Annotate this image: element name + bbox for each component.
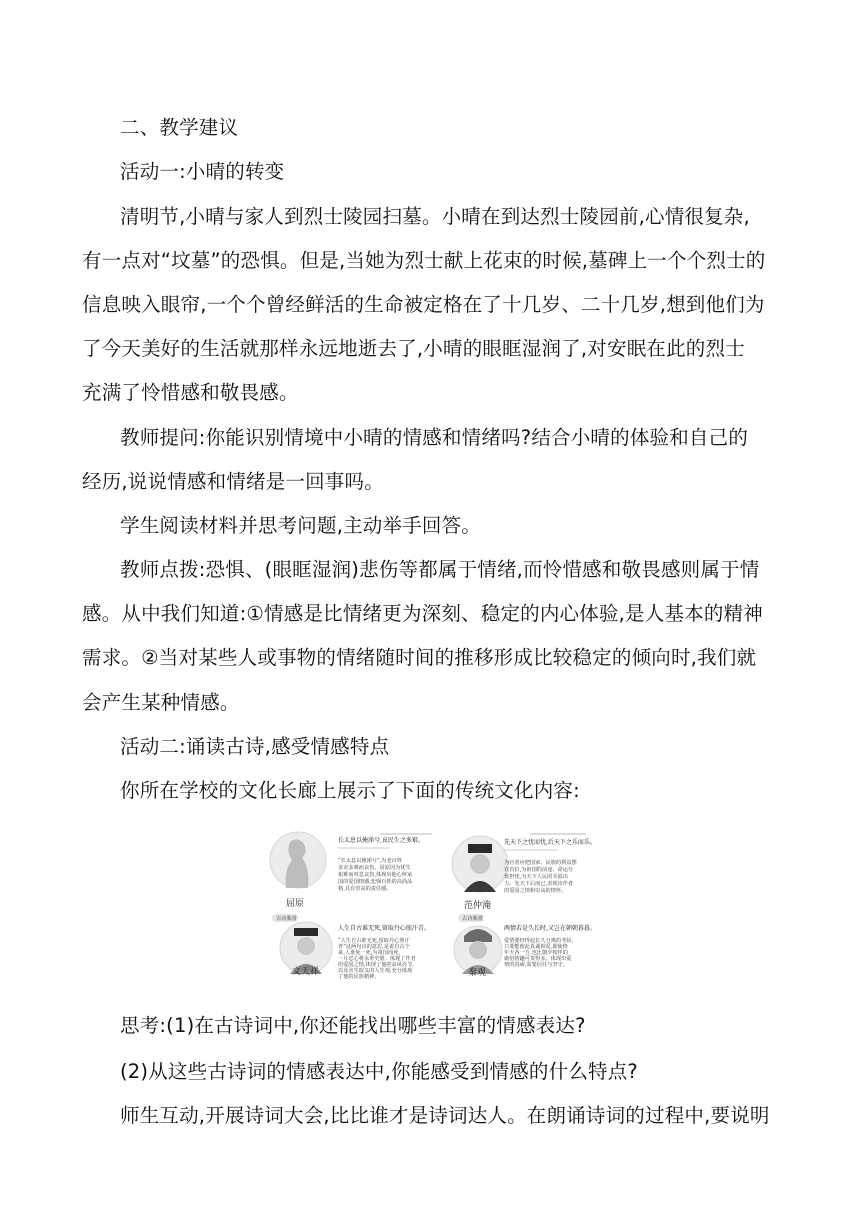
poet-note-line: 的爱国之情和崇高的情怀。 — [504, 888, 567, 894]
poet-note-line: 以及舍生取义的人生观,充分体现 — [338, 968, 413, 974]
poet-note-line: 力。先天下后而已,表现出作者 — [504, 881, 574, 887]
poet-note-line: 爱情要经得起长久分离的考验, — [504, 938, 574, 944]
poet-name: 屈原 — [286, 899, 305, 909]
paragraph-line: 充满了怜惜感和敬畏感。 — [82, 381, 299, 404]
poet-note-line: 来,人谁免一死,为祖国而死, — [338, 950, 401, 956]
poet-note-line: 忧担忧,为天下人民的幸福出 — [504, 874, 568, 880]
poet-note-line: 情的真谛,需要信任与坚守。 — [504, 962, 568, 968]
poet-note-line: “人生自古谁无死,留取丹心照汗 — [338, 938, 410, 944]
poet-note-line: 庸俗情趣可贵得多。体现出爱 — [504, 956, 572, 962]
poet-name: 秦观 — [468, 968, 487, 978]
paragraph-line: 师生互动,开展诗词大会,比比谁才是诗词达人。在朗诵诗词的过程中,要说明 — [120, 1104, 770, 1127]
paragraph-line: 信息映入眼帘,一个个曾经鲜活的生命被定格在了十几岁、二十几岁,想到他们为 — [82, 293, 765, 316]
poet-name: 范仲淹 — [464, 901, 492, 911]
poet-note-line: 格,具有崇高的责任感。 — [338, 886, 392, 892]
poet-note-line: 为官者应把国家、民族的利益摆 — [504, 860, 577, 866]
paragraph-line: 会产生某种情感。 — [82, 691, 240, 714]
poet-note-line: 国的爱国情感,悲悯百姓的高尚品 — [338, 879, 413, 885]
paragraph-line: 有一点对“坟墓”的恐惧。但是,当她为烈士献上花束的时候,墓碑上一个个烈士的 — [82, 249, 766, 272]
poet-note-line: “长太息以掩涕兮”,为老百姓 — [338, 858, 403, 864]
question-one: 思考:(1)在古诗词中,你还能找出哪些丰富的情感表达? — [120, 1014, 586, 1037]
poet-name: 文天祥 — [292, 967, 320, 977]
paragraph-line: 了今天美好的生活就那样永远地逝去了,小晴的眼眶湿润了,对安眠在此的烈士 — [82, 337, 745, 360]
paragraph-line: 清明节,小晴与家人到烈士陵园扫墓。小晴在到达烈士陵园前,心情很复杂, — [120, 205, 750, 228]
paragraph-line: 你所在学校的文化长廊上展示了下面的传统文化内容: — [120, 779, 580, 802]
poets-culture-figure — [268, 828, 596, 980]
poet-quote: 长太息以掩涕兮,哀民生之多艰。 — [338, 837, 424, 844]
paragraph-line: 感。从中我们知道:①情感是比情绪更为深刻、稳定的内心体验,是人基本的精神 — [82, 602, 763, 625]
paragraph-line: 教师提问:你能识别情境中小晴的情感和情绪吗?结合小晴的体验和自己的 — [120, 426, 749, 449]
activity-two-title: 活动二:诵读古诗,感受情感特点 — [120, 735, 390, 758]
poet-note-line: 的爱国之情,体现了他的高风亮节, — [338, 962, 414, 968]
badge-label: 古诗鉴赏 — [462, 916, 483, 922]
badge-label: 古诗鉴赏 — [276, 916, 297, 922]
poet-quote: 人生自古谁无死,留取丹心照汗青。 — [338, 925, 430, 932]
section-heading: 二、教学建议 — [120, 116, 239, 139]
paragraph-line: 经历,说说情感和情绪是一回事吗。 — [82, 470, 384, 493]
paragraph-line: 学生阅读材料并思考问题,主动举手回答。 — [120, 514, 481, 537]
question-two: (2)从这些古诗词的情感表达中,你能感受到情感的什么特点? — [120, 1060, 638, 1083]
paragraph-line: 需求。②当对某些人或事物的情绪随时间的推移形成比较稳定的倾向时,我们就 — [82, 646, 757, 669]
poet-note-line: 多灾多难而哀伤。屈原因为忧生 — [338, 865, 411, 871]
poet-note-line: 艰难而叹息哀伤,体现出他心怀家 — [338, 872, 413, 878]
poet-note-line: 年天各一方,也比朝夕相伴的 — [504, 950, 568, 956]
paragraph-line: 教师点拨:恐惧、(眼眶湿润)悲伤等都属于情绪,而怜惜感和敬畏感则属于情 — [120, 558, 760, 581]
poet-note-line: 在首位,为祖国的前途、命运分 — [504, 867, 574, 873]
poet-note-line: 一片忠心将永垂史册。体现了作者 — [338, 956, 416, 962]
poet-quote: 先天下之忧而忧,后天下之乐而乐。 — [504, 839, 596, 846]
poet-quote: 两情若是久长时,又岂在朝朝暮暮。 — [504, 925, 596, 932]
poet-note-line: 只要能彼此真诚相爱,即使终 — [504, 944, 568, 950]
poet-note-line: 了他的民族精神。 — [338, 974, 380, 980]
poet-note-line: 青”这两句诗的意思,是说自古个 — [338, 944, 410, 950]
activity-one-title: 活动一:小晴的转变 — [120, 160, 285, 183]
